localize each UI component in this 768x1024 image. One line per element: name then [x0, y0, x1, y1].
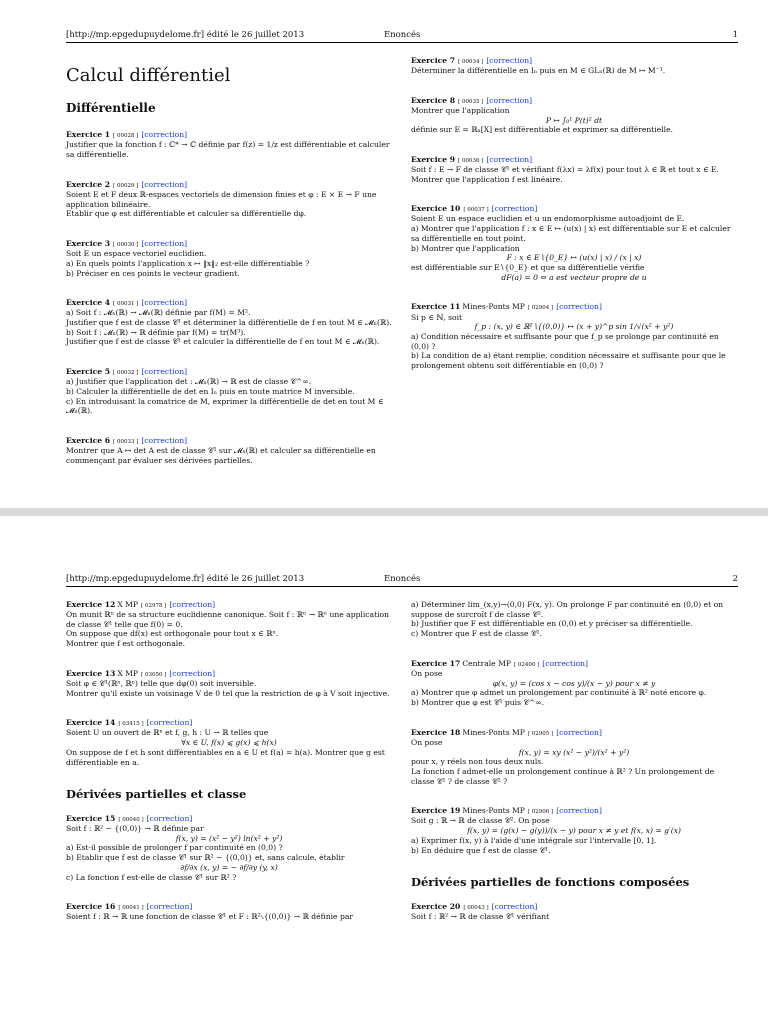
formula: P ↦ ∫₀¹ P(t)² dt [545, 115, 603, 125]
page-header [66, 574, 738, 587]
correction-link[interactable]: [correction] [556, 727, 602, 737]
exercise-id: [ 00035 ] [458, 98, 484, 105]
page-title: Calcul différentiel [66, 65, 231, 86]
page-number: 1 [732, 30, 738, 40]
exercise-17 [411, 659, 737, 708]
correction-link[interactable]: [correction] [141, 179, 188, 189]
exercise-id: [ 00031 ] [113, 301, 139, 308]
exercise-text: Montrer que f est orthogonale. [66, 639, 186, 649]
exercise-id: [ 00030 ] [113, 242, 139, 249]
correction-link[interactable]: [correction] [141, 436, 188, 446]
exercise-text: On suppose que df(x) est orthogonale pour tout x ∈ ℝⁿ. [66, 629, 279, 639]
exercise-text: On pose [411, 737, 443, 747]
correction-link[interactable]: [correction] [141, 367, 188, 377]
exercise-label: Exercice 18 [411, 727, 461, 737]
exercise-20 [411, 902, 737, 922]
correction-link[interactable]: [correction] [169, 600, 216, 609]
correction-link[interactable]: [correction] [146, 718, 193, 728]
right-column [411, 56, 737, 391]
exercise-text: pour x, y réels non tous deux nuls. [411, 757, 544, 767]
exercise-text: c) Montrer que F est de classe 𝒞¹. [411, 629, 542, 639]
exercise-text: b) Calculer la différentielle de det en Iₙ puis en toute matrice M inversible. [66, 386, 355, 396]
section-heading: Dérivées partielles de fonctions composées [411, 875, 690, 890]
exercise-text: a) En quels points l'application x ↦ ‖x‖₂ est-elle différentiable ? [66, 258, 310, 268]
exercise-label: Exercice 4 [66, 298, 111, 308]
exercise-id: [ 00033 ] [113, 439, 139, 446]
correction-link[interactable]: [correction] [141, 130, 188, 140]
header-center: Enoncés [384, 574, 421, 584]
exercise-text: a) Est-il possible de prolonger f par continuité en (0,0) ? [66, 843, 283, 853]
exercise-id: [ 00040 ] [118, 817, 144, 823]
exercise-1 [66, 130, 392, 159]
exercise-label: Exercice 19 [411, 806, 461, 816]
correction-link[interactable]: [correction] [556, 806, 602, 816]
exercise-text: Soit E un espace vectoriel euclidien. [66, 249, 207, 259]
exercise-text: b) En déduire que f est de classe 𝒞¹. [411, 845, 551, 855]
exercise-7 [411, 56, 737, 76]
exercise-source: Mines-Ponts MP [462, 302, 525, 312]
exercise-id: [ 02906 ] [527, 809, 554, 816]
exercise-text: Soit g : ℝ → ℝ de classe 𝒞². On pose [411, 816, 550, 826]
exercise-id: [ 03050 ] [141, 671, 167, 678]
exercise-text: a) Montrer que φ admet un prolongement par continuité à ℝ² noté encore φ. [411, 688, 707, 698]
exercise-text: Déterminer la différentielle en Iₙ puis en M ∈ GLₙ(ℝ) de M ↦ M⁻¹. [411, 66, 666, 76]
exercise-4 [66, 298, 392, 347]
exercise-id: [ 00028 ] [113, 133, 139, 140]
exercise-text: Soit φ ∈ 𝒞¹(ℝⁿ, ℝⁿ) telle que dφ(0) soit inversible. [66, 678, 257, 688]
exercise-id: [ 00037 ] [463, 207, 489, 214]
exercise-text: Montrer que l'application f est linéaire. [411, 174, 563, 184]
exercise-id: [ 02400 ] [513, 661, 540, 668]
exercise-label: Exercice 14 [66, 718, 116, 728]
exercise-text: Soient U un ouvert de ℝⁿ et f, g, h : U → ℝ telles que [66, 728, 269, 738]
exercise-text: Soit f : E → F de classe 𝒞¹ et vérifiant f(λx) = λf(x) pour tout λ ∈ ℝ et tout x ∈ E. [411, 164, 719, 174]
page-2 [0, 516, 768, 1024]
exercise-text: a) Exprimer f(x, y) à l'aide d'une intégrale sur l'intervalle [0, 1]. [411, 835, 657, 845]
exercise-2 [66, 180, 392, 219]
exercise-text: b) La condition de a) étant remplie, condition nécessaire et suffisante pour que le prolongement obtenu soit différentiable en (0,0) ? [411, 351, 726, 371]
exercise-text: Montrer que l'application [411, 105, 510, 115]
exercise-6 [66, 436, 392, 465]
exercise-id: [ 02904 ] [527, 305, 554, 312]
left-column [66, 40, 392, 486]
exercise-source: Mines-Ponts MP [462, 727, 525, 737]
exercise-text: Soit f : ℝ² − {(0,0)} → ℝ définie par [66, 824, 204, 834]
page-1 [0, 0, 768, 508]
exercise-8 [411, 96, 737, 135]
exercise-text: Justifier que f est de classe 𝒞¹ et calculer la différentielle de f en tout M ∈ 𝓜ₙ(ℝ). [66, 337, 380, 347]
formula: ∂f/∂x (x, y) = − ∂f/∂y (y, x) [180, 862, 278, 872]
formula: f(x, y) = (g(x) − g(y))/(x − y) pour x ≠ y et f(x, x) = g′(x) [467, 826, 681, 836]
exercise-text: Soient f : ℝ → ℝ une fonction de classe 𝒞¹ et F : ℝ²∖{(0,0)} → ℝ définie par [66, 912, 353, 922]
correction-link[interactable]: [correction] [486, 56, 533, 65]
section-heading: Dérivées partielles et classe [66, 787, 247, 802]
page-number: 2 [732, 574, 738, 584]
exercise-label: Exercice 2 [66, 179, 111, 189]
exercise-18 [411, 728, 737, 787]
exercise-source: X MP [117, 600, 139, 609]
exercise-text: On munit ℝⁿ de sa structure euclidienne canonique. Soit f : ℝⁿ → ℝⁿ une application de classe 𝒞¹ telle que f(0) = 0. [66, 610, 390, 629]
exercise-14 [66, 718, 392, 767]
exercise-10 [411, 204, 737, 282]
exercise-id: [ 00029 ] [113, 182, 139, 189]
exercise-text: a) Déterminer lim_(x,y)→(0,0) F(x, y). On prolonge F par continuité en (0,0) et on suppose de surcroît f de classe 𝒞². [411, 600, 724, 619]
exercise-text: Etablir que φ est différentiable et calculer sa différentielle dφ. [66, 209, 307, 219]
exercise-text: c) En introduisant la comatrice de M, exprimer la différentielle de det en tout M ∈ 𝓜ₙ(ℝ). [66, 396, 384, 416]
exercise-5 [66, 367, 392, 416]
exercise-label: Exercice 5 [66, 367, 111, 377]
exercise-id: [ 00032 ] [113, 370, 139, 377]
exercise-text: b) Préciser en ces points le vecteur gradient. [66, 268, 240, 278]
correction-link[interactable]: [correction] [146, 902, 193, 912]
exercise-text: a) Justifier que l'application det : 𝓜ₙ(ℝ) → ℝ est de classe 𝒞^∞. [66, 377, 312, 387]
exercise-16-continued [411, 600, 737, 639]
exercise-label: Exercice 13 [66, 668, 116, 678]
exercise-text: Si p ∈ ℕ, soit [411, 312, 463, 322]
exercise-text: a) Soit f : 𝓜ₙ(ℝ) → 𝓜ₙ(ℝ) définie par f(M) = M². [66, 308, 251, 318]
formula: F : x ∈ E∖{0_E} ↦ (u(x) | x) / (x | x) [506, 253, 642, 263]
exercise-label: Exercice 12 [66, 600, 116, 609]
exercise-text: b) Montrer que l'application [411, 243, 520, 253]
correction-link[interactable]: [correction] [491, 902, 538, 912]
exercise-text: On pose [411, 668, 443, 678]
exercise-text: c) La fonction f est-elle de classe 𝒞¹ sur ℝ² ? [66, 872, 237, 882]
exercise-text: Soient E et F deux ℝ-espaces vectoriels de dimension finies et φ : E × E → F une application bilinéaire. [66, 189, 377, 209]
correction-link[interactable]: [correction] [556, 302, 602, 312]
exercise-label: Exercice 9 [411, 154, 456, 164]
exercise-label: Exercice 11 [411, 302, 461, 312]
exercise-source: X MP [117, 668, 139, 678]
exercise-13 [66, 669, 392, 698]
left-column [66, 600, 392, 942]
exercise-text: b) Montrer que φ est 𝒞¹ puis 𝒞^∞. [411, 698, 545, 708]
exercise-16 [66, 902, 392, 922]
formula: f(x, y) = (x² − y²) ln(x² + y²) [175, 833, 283, 843]
section-heading: Différentielle [66, 101, 156, 116]
exercise-id: [ 02905 ] [527, 730, 554, 737]
exercise-text: a) Condition nécessaire et suffisante pour que f_p se prolonge par continuité en (0,0) ? [411, 331, 719, 351]
exercise-label: Exercice 6 [66, 436, 111, 446]
exercise-id: [ 00043 ] [463, 905, 489, 912]
header-url[interactable]: [http://mp.epgedupuydelome.fr] édité le 26 juillet 2013 [66, 30, 305, 40]
correction-link[interactable]: [correction] [491, 204, 538, 214]
correction-link[interactable]: [correction] [141, 298, 188, 308]
formula: ∀x ∈ U, f(x) ⩽ g(x) ⩽ h(x) [181, 738, 277, 748]
exercise-9 [411, 155, 737, 184]
correction-link[interactable]: [correction] [146, 814, 193, 823]
formula: f_p : (x, y) ∈ ℝ²∖{(0,0)} ↦ (x + y)^p sin 1/√(x² + y²) [474, 322, 674, 332]
exercise-text: b) Soit f : 𝓜ₙ(ℝ) → ℝ définie par f(M) = tr(M³). [66, 327, 246, 337]
exercise-text: b) Etablir que f est de classe 𝒞¹ sur ℝ² − {(0,0)} et, sans calcule, établir [66, 853, 345, 863]
exercise-text: b) Justifier que F est différentiable en (0,0) et y préciser sa différentielle. [411, 619, 693, 629]
exercise-source: Mines-Ponts MP [462, 806, 525, 816]
correction-link[interactable]: [correction] [542, 658, 588, 668]
formula: f(x, y) = xy (x² − y²)/(x² + y²) [518, 747, 630, 757]
exercise-text: On suppose de f et h sont différentiables en a ∈ U et f(a) = h(a). Montrer que g est différentiable en a. [66, 747, 385, 767]
exercise-12 [66, 600, 392, 649]
exercise-id: [ 02978 ] [141, 603, 167, 609]
exercise-text: Soit f : ℝ² → ℝ de classe 𝒞¹ vérifiant [411, 912, 550, 922]
exercise-text: définie sur E = ℝₙ[X] est différentiable et exprimer sa différentielle. [411, 125, 673, 135]
exercise-text: Montrer qu'il existe un voisinage V de 0 tel que la restriction de φ à V soit injective. [66, 688, 390, 698]
formula: dF(a) = 0 ⇔ a est vecteur propre de u [501, 272, 647, 282]
exercise-3 [66, 239, 392, 278]
exercise-id: [ 03415 ] [118, 721, 144, 728]
exercise-label: Exercice 7 [411, 56, 456, 65]
exercise-label: Exercice 8 [411, 95, 456, 105]
exercise-label: Exercice 16 [66, 902, 116, 912]
exercise-text: Justifier que la fonction f : ℂ* → ℂ définie par f(z) = 1/z est différentiable et calculer sa différentielle. [66, 140, 390, 160]
formula: φ(x, y) = (cos x − cos y)/(x − y) pour x ≠ y [492, 678, 656, 688]
exercise-label: Exercice 10 [411, 204, 461, 214]
correction-link[interactable]: [correction] [169, 668, 216, 678]
header-center: Enoncés [384, 30, 421, 40]
exercise-text: La fonction f admet-elle un prolongement continue à ℝ² ? Un prolongement de classe 𝒞¹ ? de classe 𝒞² ? [411, 766, 715, 786]
correction-link[interactable]: [correction] [141, 239, 188, 249]
exercise-text: a) Montrer que l'application f : x ∈ E ↦ (u(x) | x) est différentiable sur E et calculer sa différentielle en tout point. [411, 224, 731, 243]
exercise-text: Justifier que f est de classe 𝒞¹ et déterminer la différentielle de f en tout M ∈ 𝓜ₙ(ℝ). [66, 317, 392, 327]
exercise-label: Exercice 15 [66, 814, 116, 823]
right-column [411, 600, 737, 942]
exercise-text: Soient E un espace euclidien et u un endomorphisme autoadjoint de E. [411, 214, 685, 224]
correction-link[interactable]: [correction] [486, 154, 533, 164]
exercise-id: [ 00034 ] [458, 59, 484, 65]
header-url[interactable]: [http://mp.epgedupuydelome.fr] édité le 26 juillet 2013 [66, 574, 305, 584]
exercise-id: [ 00036 ] [458, 157, 484, 164]
exercise-label: Exercice 17 [411, 658, 461, 668]
exercise-11 [411, 302, 737, 370]
correction-link[interactable]: [correction] [486, 95, 533, 105]
exercise-id: [ 00041 ] [118, 905, 144, 912]
exercise-label: Exercice 3 [66, 239, 111, 249]
exercise-label: Exercice 20 [411, 902, 461, 912]
exercise-text: est différentiable sur E∖{0_E} et que sa différentielle vérifie [411, 263, 645, 273]
exercise-text: Montrer que A ↦ det A est de classe 𝒞¹ sur 𝓜ₙ(ℝ) et calculer sa différentielle en commençant par évaluer ses dérivées partielles. [66, 446, 376, 465]
exercise-label: Exercice 1 [66, 130, 111, 140]
exercise-source: Centrale MP [462, 658, 511, 668]
exercise-15 [66, 814, 392, 882]
exercise-19 [411, 806, 737, 855]
